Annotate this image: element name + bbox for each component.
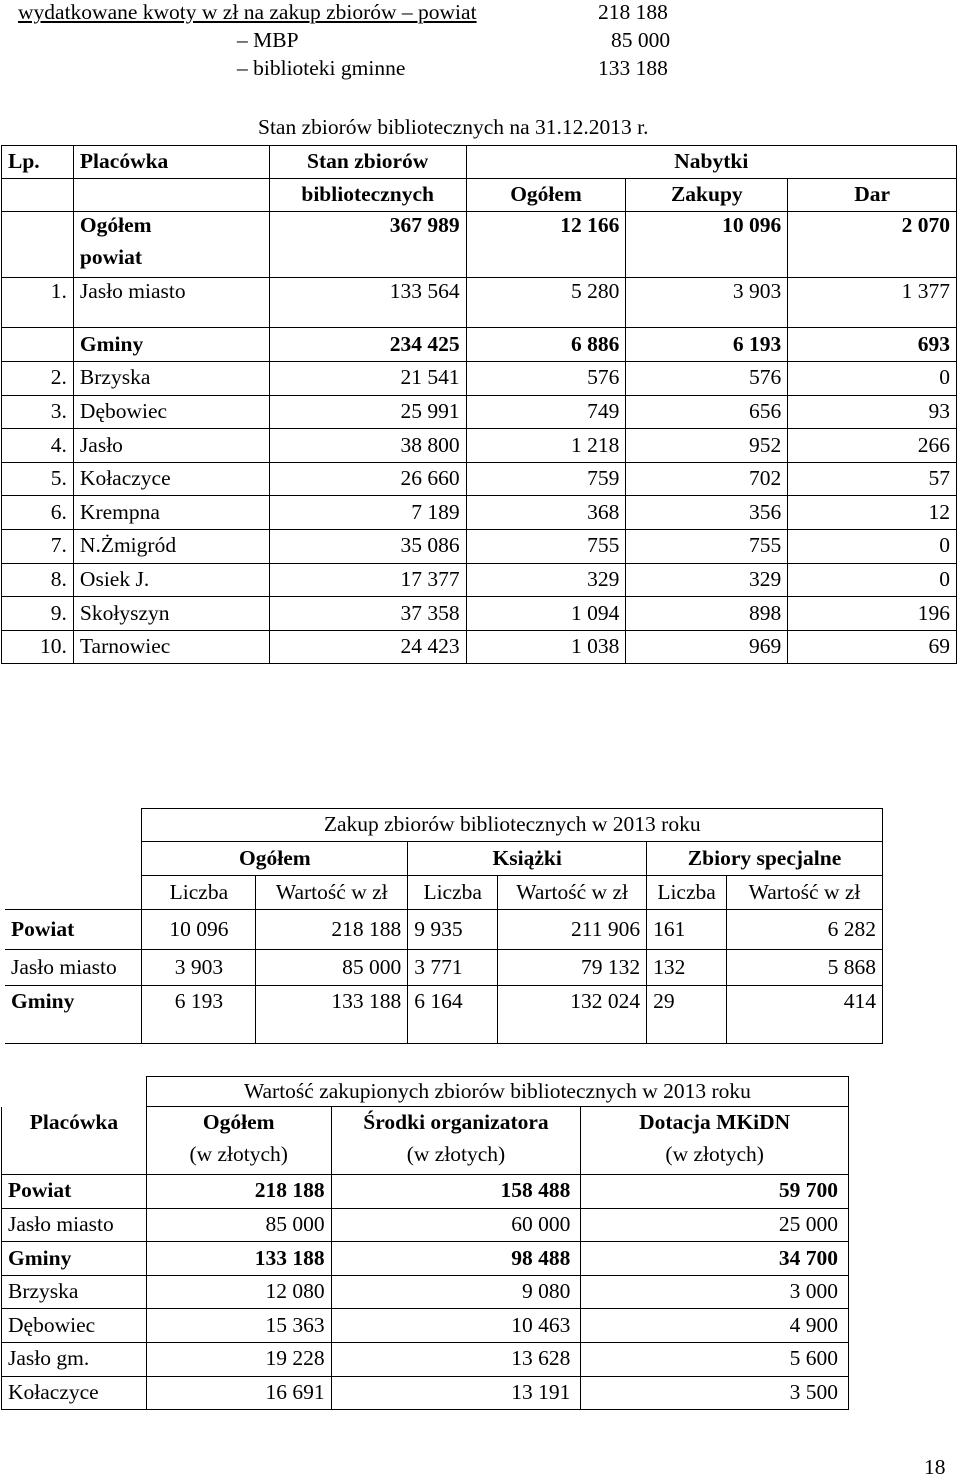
row-stan: 37 358 xyxy=(269,597,466,631)
header-ogolem: Ogółem xyxy=(466,179,626,212)
table-row xyxy=(2,1275,849,1309)
row-srodki: 98 488 xyxy=(331,1242,581,1276)
row-name: Jasło gm. xyxy=(2,1342,147,1376)
table-row xyxy=(2,429,957,463)
table3-title: Wartość zakupionych zbiorów bibliotecznych w 2013 roku xyxy=(146,1077,848,1107)
row-name: Skołyszyn xyxy=(73,597,269,631)
row-dar: 12 xyxy=(788,496,957,530)
row-ogolem: 85 000 xyxy=(146,1208,331,1242)
row-zakupy: 329 xyxy=(626,563,788,597)
row-wartosc: 218 188 xyxy=(256,910,408,950)
row-stan: 7 189 xyxy=(269,496,466,530)
row-dotacja: 4 900 xyxy=(581,1309,849,1343)
row-ogolem: 368 xyxy=(466,496,626,530)
header-ogolem-cell xyxy=(146,1107,331,1175)
row-ogolem: 19 228 xyxy=(146,1342,331,1376)
header-unit: (w złotych) xyxy=(406,1141,506,1166)
header-ogolem: Ogółem xyxy=(202,1110,275,1134)
row-zakupy: 898 xyxy=(626,597,788,631)
header-nabytki: Nabytki xyxy=(466,146,956,179)
row-lp: 10. xyxy=(2,630,74,664)
table-row xyxy=(2,1175,849,1209)
sub-wartosc: Wartość w zł xyxy=(727,876,883,910)
row-name: Osiek J. xyxy=(73,563,269,597)
value-table xyxy=(1,1076,849,1410)
row-name: Dębowiec xyxy=(2,1309,147,1343)
table-row xyxy=(2,1376,849,1410)
intro-label-3: – biblioteki gminne xyxy=(237,56,406,80)
t2-corner xyxy=(5,876,142,910)
row-name: Jasło miasto xyxy=(5,950,142,986)
total-ogolem: 12 166 xyxy=(466,212,626,278)
row-zakupy: 656 xyxy=(626,395,788,429)
row-dar: 69 xyxy=(788,630,957,664)
row-stan: 35 086 xyxy=(269,529,466,563)
gminy-row xyxy=(2,328,957,362)
gminy-dar: 693 xyxy=(788,328,957,362)
gminy-lp xyxy=(2,328,74,362)
row-ogolem: 1 038 xyxy=(466,630,626,664)
row-ogolem: 16 691 xyxy=(146,1376,331,1410)
row-stan: 38 800 xyxy=(269,429,466,463)
row-liczba: 132 xyxy=(647,950,727,986)
gminy-zakupy: 6 193 xyxy=(626,328,788,362)
group-ogolem: Ogółem xyxy=(142,842,408,876)
row-wartosc: 85 000 xyxy=(256,950,408,986)
t2-corner xyxy=(5,842,142,876)
row-name: Krempna xyxy=(73,496,269,530)
sub-liczba: Liczba xyxy=(408,876,498,910)
t3-corner xyxy=(2,1077,147,1107)
row-name: Kołaczyce xyxy=(73,462,269,496)
gminy-label: Gminy xyxy=(73,328,269,362)
intro-label-2: – MBP xyxy=(237,28,299,52)
row-srodki: 13 191 xyxy=(331,1376,581,1410)
city-stan: 133 564 xyxy=(269,278,466,328)
intro-label-1: wydatkowane kwoty w zł na zakup zbiorów – powiat xyxy=(18,0,477,24)
row-liczba: 29 xyxy=(647,986,727,1044)
row-dar: 0 xyxy=(788,529,957,563)
city-lp: 1. xyxy=(2,278,74,328)
row-lp: 9. xyxy=(2,597,74,631)
sub-liczba: Liczba xyxy=(142,876,256,910)
header-dotacja: Dotacja MKiDN xyxy=(639,1110,791,1134)
row-dotacja: 3 500 xyxy=(581,1376,849,1410)
table-row xyxy=(2,1342,849,1376)
table-row xyxy=(2,529,957,563)
intro-value-2: 85 000 xyxy=(611,28,671,52)
row-liczba: 3 903 xyxy=(142,950,256,986)
row-dotacja: 59 700 xyxy=(581,1175,849,1209)
t2-corner xyxy=(5,809,142,842)
row-zakupy: 576 xyxy=(626,362,788,396)
header-stan-2: bibliotecznych xyxy=(269,179,466,212)
total-label-1: Ogółem xyxy=(79,213,152,237)
group-specjalne: Zbiory specjalne xyxy=(647,842,883,876)
row-dar: 0 xyxy=(788,563,957,597)
gminy-stan: 234 425 xyxy=(269,328,466,362)
total-stan: 367 989 xyxy=(269,212,466,278)
gminy-ogolem: 6 886 xyxy=(466,328,626,362)
city-name: Jasło miasto xyxy=(73,278,269,328)
total-label-2: powiat xyxy=(79,244,143,269)
table-row xyxy=(2,597,957,631)
row-srodki: 9 080 xyxy=(331,1275,581,1309)
total-row xyxy=(2,212,957,278)
row-dotacja: 5 600 xyxy=(581,1342,849,1376)
row-wartosc: 133 188 xyxy=(256,986,408,1044)
header-zakupy: Zakupy xyxy=(626,179,788,212)
row-dar: 93 xyxy=(788,395,957,429)
row-stan: 17 377 xyxy=(269,563,466,597)
header-placowka: Placówka xyxy=(73,146,269,179)
row-dotacja: 34 700 xyxy=(581,1242,849,1276)
table1-title: Stan zbiorów bibliotecznych na 31.12.2013 r. xyxy=(258,115,649,139)
row-ogolem: 759 xyxy=(466,462,626,496)
row-liczba: 9 935 xyxy=(408,910,498,950)
city-row xyxy=(2,278,957,328)
row-ogolem: 1 094 xyxy=(466,597,626,631)
row-dotacja: 25 000 xyxy=(581,1208,849,1242)
city-ogolem: 5 280 xyxy=(466,278,626,328)
header-unit: (w złotych) xyxy=(665,1141,764,1166)
table-row xyxy=(2,1242,849,1276)
row-name: Brzyska xyxy=(73,362,269,396)
row-ogolem: 329 xyxy=(466,563,626,597)
row-ogolem: 755 xyxy=(466,529,626,563)
row-stan: 21 541 xyxy=(269,362,466,396)
sub-liczba: Liczba xyxy=(647,876,727,910)
row-name: Brzyska xyxy=(2,1275,147,1309)
row-stan: 24 423 xyxy=(269,630,466,664)
row-liczba: 161 xyxy=(647,910,727,950)
city-dar: 1 377 xyxy=(788,278,957,328)
header-dotacja-cell xyxy=(581,1107,849,1175)
row-ogolem: 12 080 xyxy=(146,1275,331,1309)
row-ogolem: 749 xyxy=(466,395,626,429)
table-row xyxy=(5,950,883,986)
row-zakupy: 952 xyxy=(626,429,788,463)
table-row xyxy=(2,630,957,664)
row-dar: 266 xyxy=(788,429,957,463)
row-lp: 4. xyxy=(2,429,74,463)
row-srodki: 13 628 xyxy=(331,1342,581,1376)
row-ogolem: 1 218 xyxy=(466,429,626,463)
row-zakupy: 969 xyxy=(626,630,788,664)
row-liczba: 6 164 xyxy=(408,986,498,1044)
table-row xyxy=(2,563,957,597)
collections-table xyxy=(1,145,957,664)
page-number: 18 xyxy=(924,1455,946,1479)
row-wartosc: 132 024 xyxy=(498,986,647,1044)
total-zakupy: 10 096 xyxy=(626,212,788,278)
table-row xyxy=(2,395,957,429)
row-zakupy: 356 xyxy=(626,496,788,530)
row-name: Jasło miasto xyxy=(2,1208,147,1242)
intro-value-3: 133 188 xyxy=(598,56,668,80)
row-name: Gminy xyxy=(5,986,142,1044)
header-unit: (w złotych) xyxy=(189,1141,288,1166)
row-name: Kołaczyce xyxy=(2,1376,147,1410)
row-dar: 0 xyxy=(788,362,957,396)
row-liczba: 10 096 xyxy=(142,910,256,950)
row-name: Powiat xyxy=(5,910,142,950)
table-row xyxy=(2,462,957,496)
row-dar: 57 xyxy=(788,462,957,496)
header-srodki: Środki organizatora xyxy=(363,1110,549,1134)
row-wartosc: 79 132 xyxy=(498,950,647,986)
row-ogolem: 218 188 xyxy=(146,1175,331,1209)
table-row xyxy=(2,496,957,530)
row-lp: 6. xyxy=(2,496,74,530)
row-liczba: 3 771 xyxy=(408,950,498,986)
row-ogolem: 576 xyxy=(466,362,626,396)
row-ogolem: 15 363 xyxy=(146,1309,331,1343)
row-srodki: 158 488 xyxy=(331,1175,581,1209)
header-lp: Lp. xyxy=(2,146,74,179)
header-empty xyxy=(73,179,269,212)
sub-wartosc: Wartość w zł xyxy=(256,876,408,910)
row-wartosc: 414 xyxy=(727,986,883,1044)
total-label xyxy=(73,212,269,278)
row-wartosc: 6 282 xyxy=(727,910,883,950)
header-dar: Dar xyxy=(788,179,957,212)
total-lp xyxy=(2,212,74,278)
row-name: Powiat xyxy=(2,1175,147,1209)
row-name: N.Żmigród xyxy=(73,529,269,563)
table-row xyxy=(5,986,883,1044)
row-zakupy: 755 xyxy=(626,529,788,563)
header-placowka: Placówka xyxy=(2,1107,147,1175)
row-srodki: 60 000 xyxy=(331,1208,581,1242)
header-stan-1: Stan zbiorów xyxy=(269,146,466,179)
purchase-table xyxy=(5,808,883,1044)
header-srodki-cell xyxy=(331,1107,581,1175)
row-srodki: 10 463 xyxy=(331,1309,581,1343)
row-ogolem: 133 188 xyxy=(146,1242,331,1276)
table-row xyxy=(2,362,957,396)
row-lp: 8. xyxy=(2,563,74,597)
row-stan: 26 660 xyxy=(269,462,466,496)
row-name: Dębowiec xyxy=(73,395,269,429)
table-row xyxy=(2,1309,849,1343)
table-row xyxy=(2,1208,849,1242)
table2-title: Zakup zbiorów bibliotecznych w 2013 roku xyxy=(142,809,883,842)
group-ksiazki: Książki xyxy=(408,842,647,876)
row-liczba: 6 193 xyxy=(142,986,256,1044)
row-wartosc: 5 868 xyxy=(727,950,883,986)
row-lp: 7. xyxy=(2,529,74,563)
row-lp: 3. xyxy=(2,395,74,429)
row-dotacja: 3 000 xyxy=(581,1275,849,1309)
row-lp: 5. xyxy=(2,462,74,496)
row-name: Gminy xyxy=(2,1242,147,1276)
total-dar: 2 070 xyxy=(788,212,957,278)
intro-value-1: 218 188 xyxy=(598,0,668,24)
row-name: Jasło xyxy=(73,429,269,463)
city-zakupy: 3 903 xyxy=(626,278,788,328)
row-name: Tarnowiec xyxy=(73,630,269,664)
header-empty xyxy=(2,179,74,212)
row-dar: 196 xyxy=(788,597,957,631)
table-row xyxy=(5,910,883,950)
row-lp: 2. xyxy=(2,362,74,396)
row-wartosc: 211 906 xyxy=(498,910,647,950)
row-stan: 25 991 xyxy=(269,395,466,429)
row-zakupy: 702 xyxy=(626,462,788,496)
sub-wartosc: Wartość w zł xyxy=(498,876,647,910)
